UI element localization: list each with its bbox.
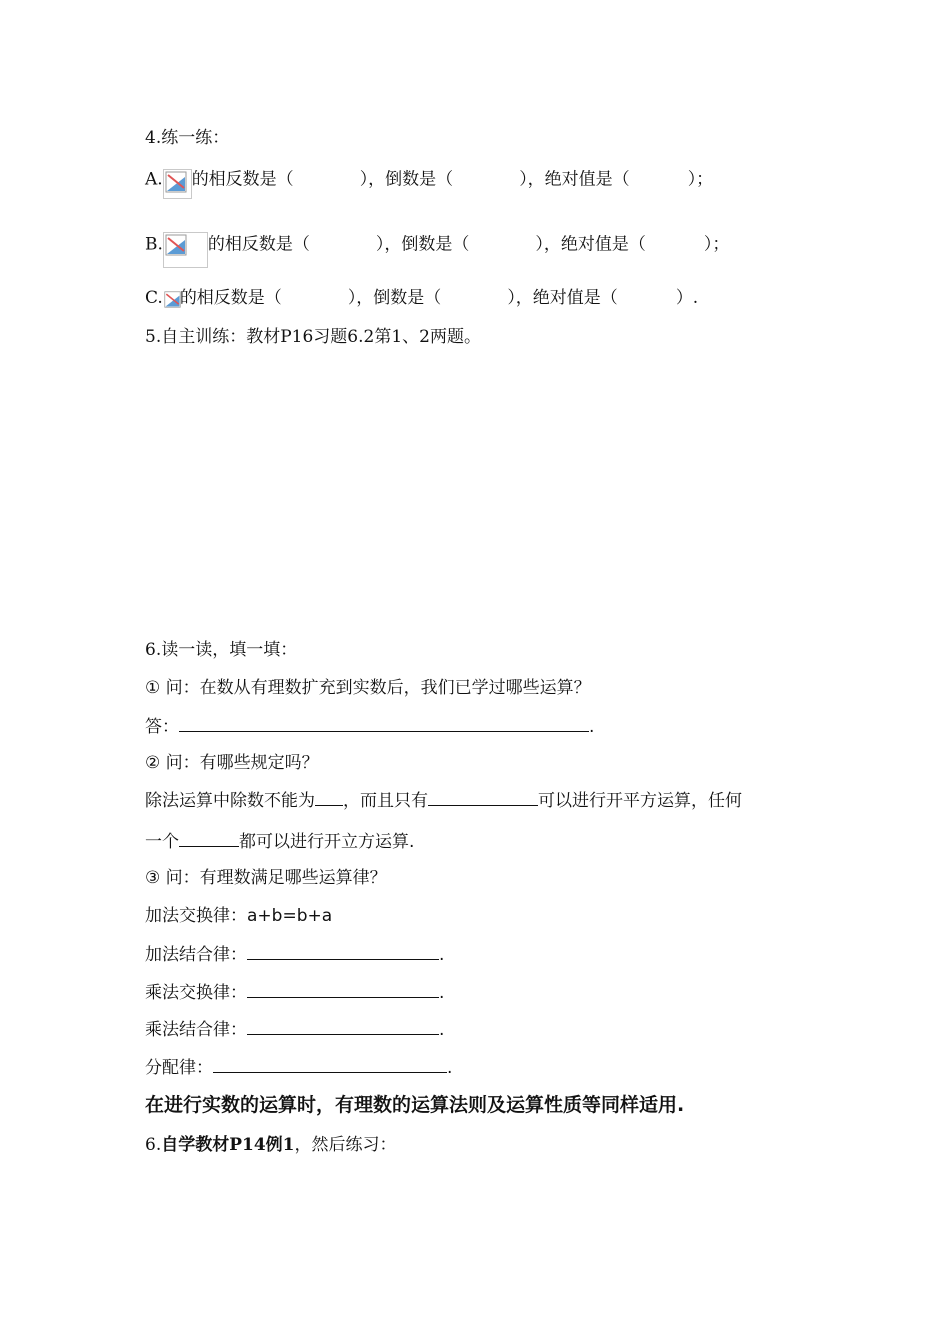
q6-sub1-answer [145, 715, 594, 738]
mul-commutative-law [145, 981, 444, 1004]
mul-assoc-blank[interactable] [247, 1018, 439, 1035]
add-commutative-law [145, 905, 332, 927]
answer-period: . [589, 717, 595, 737]
distributive-law [145, 1056, 452, 1079]
mul-comm-blank[interactable] [247, 981, 439, 998]
q4-line-c [145, 287, 698, 309]
q6-self-study [145, 1134, 397, 1156]
q6-sub2-line1 [145, 789, 742, 812]
formula-image-icon [163, 169, 192, 199]
q4-c-absolute: ），绝对值是（ [507, 288, 618, 308]
q4-title: 4.练一练： [145, 128, 230, 148]
q4-a-absolute: ），绝对值是（ [519, 169, 630, 190]
mul-assoc-label: 乘法结合律： [145, 1020, 247, 1040]
distrib-period: . [447, 1058, 453, 1078]
add-assoc-period: . [439, 945, 445, 965]
q4-b-prefix: B. [145, 234, 163, 255]
add-comm-label: 加法交换律： [145, 906, 247, 926]
answer-label: 答： [145, 717, 179, 737]
q4-a-reciprocal: ），倒数是（ [359, 169, 454, 190]
conclusion-statement: 在进行实数的运算时，有理数的运算法则及运算性质等同样适用. [145, 1094, 685, 1116]
mul-comm-label: 乘法交换律： [145, 983, 247, 1003]
q4-b-opposite: 的相反数是（ [207, 234, 310, 255]
q4-c-prefix: C. [145, 288, 163, 308]
q4-a-opposite: 的相反数是（ [191, 169, 294, 190]
q4-c-opposite: 的相反数是（ [179, 288, 282, 308]
q6-sub2-line2 [145, 830, 414, 853]
formula-image-icon [163, 290, 180, 308]
q4-c-end: ）. [675, 288, 699, 308]
mul-comm-period: . [439, 983, 445, 1003]
rule-text-only: ，而且只有 [343, 791, 428, 811]
rule-text-cube-root: 都可以进行开立方运算. [239, 832, 415, 852]
add-associative-law [145, 943, 444, 966]
rule-text-any: 一个 [145, 832, 179, 852]
mul-assoc-period: . [439, 1020, 445, 1040]
q6-sub3-question: ③ 问：有理数满足哪些运算律？ [145, 868, 387, 888]
add-assoc-label: 加法结合律： [145, 945, 247, 965]
q5-text: 5.自主训练：教材P16习题6.2第1、2两题。 [145, 327, 481, 347]
q4-line-b [145, 227, 729, 263]
mul-associative-law [145, 1018, 444, 1041]
self-study-rest: ，然后练习： [294, 1135, 397, 1155]
answer-blank[interactable] [179, 715, 589, 732]
q4-b-absolute: ），绝对值是（ [535, 234, 646, 255]
add-comm-formula: a+b=b+a [247, 906, 333, 926]
q6-sub2-question: ② 问：有哪些规定吗？ [145, 753, 319, 773]
distrib-blank[interactable] [213, 1056, 447, 1073]
add-assoc-blank[interactable] [247, 943, 439, 960]
square-root-blank[interactable] [428, 789, 538, 806]
rule-text-divisor: 除法运算中除数不能为 [145, 791, 315, 811]
rule-text-square-root: 可以进行开平方运算，任何 [538, 791, 742, 811]
q4-c-reciprocal: ），倒数是（ [347, 288, 442, 308]
q4-a-prefix: A. [145, 169, 163, 190]
q4-b-reciprocal: ），倒数是（ [375, 234, 470, 255]
divisor-blank[interactable] [315, 789, 343, 806]
q4-a-end: ）； [687, 169, 714, 190]
distrib-label: 分配律： [145, 1058, 213, 1078]
formula-image-icon [163, 232, 208, 268]
cube-root-blank[interactable] [179, 830, 239, 847]
q4-line-a [145, 165, 713, 195]
self-study-bold: 自学教材P14例1 [161, 1135, 295, 1155]
q6-title: 6.读一读，填一填： [145, 640, 298, 660]
q6-sub1-question: ① 问：在数从有理数扩充到实数后，我们已学过哪些运算？ [145, 678, 591, 698]
self-study-number: 6. [145, 1135, 162, 1155]
q4-b-end: ）； [703, 234, 730, 255]
